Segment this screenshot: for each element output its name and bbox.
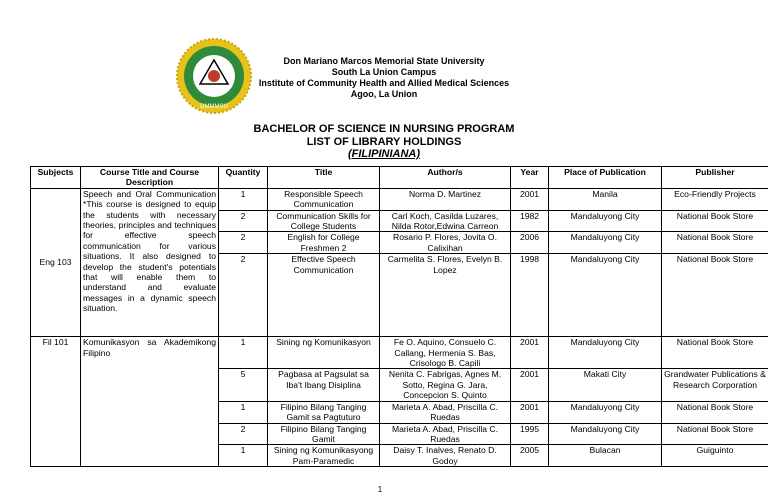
publisher-cell: National Book Store bbox=[662, 210, 768, 232]
place-cell: Makati City bbox=[549, 369, 662, 401]
col-subjects: Subjects bbox=[31, 167, 81, 189]
year-cell: 2001 bbox=[511, 188, 549, 210]
quantity-cell: 1 bbox=[219, 445, 268, 467]
publisher-cell: National Book Store bbox=[662, 337, 768, 369]
authors-cell: Norma D. Martinez bbox=[380, 188, 511, 210]
page-number: 1 bbox=[377, 485, 383, 494]
list-title: LIST OF LIBRARY HOLDINGS bbox=[306, 135, 462, 148]
col-course: Course Title and Course Description bbox=[81, 167, 219, 189]
quantity-cell: 2 bbox=[219, 232, 268, 254]
title-cell: English for College Freshmen 2 bbox=[268, 232, 380, 254]
year-cell: 2006 bbox=[511, 232, 549, 254]
quantity-cell: 2 bbox=[219, 423, 268, 445]
place-cell: Mandaluyong City bbox=[549, 254, 662, 337]
quantity-cell: 1 bbox=[219, 401, 268, 423]
place-cell: Mandaluyong City bbox=[549, 210, 662, 232]
publisher-cell: Grandwater Publications & Research Corporation bbox=[662, 369, 768, 401]
authors-cell: Rosario P. Flores, Jovita O. Calixihan bbox=[380, 232, 511, 254]
place-cell: Mandaluyong City bbox=[549, 337, 662, 369]
col-authors: Author/s bbox=[380, 167, 511, 189]
table-header-row bbox=[31, 167, 768, 189]
publisher-cell: National Book Store bbox=[662, 423, 768, 445]
title-cell: Sining ng Komunikasyon bbox=[268, 337, 380, 369]
course-cell: Komunikasyon sa Akademikong Filipino bbox=[81, 337, 219, 467]
university-name: Don Mariano Marcos Memorial State University bbox=[283, 56, 485, 66]
authors-cell: Marieta A. Abad, Priscilla C. Ruedas bbox=[380, 423, 511, 445]
year-cell: 1982 bbox=[511, 210, 549, 232]
publisher-cell: Guiguinto bbox=[662, 445, 768, 467]
institute-name: Institute of Community Health and Allied Medical Sciences bbox=[258, 78, 510, 88]
authors-cell: Nenita C. Fabrigas, Agnes M. Sotto, Regina G. Jara, Concepcion S. Quinto bbox=[380, 369, 511, 401]
title-cell: Pagbasa at Pagsulat sa Iba't Ibang Disiplina bbox=[268, 369, 380, 401]
authors-cell: Marieta A. Abad, Priscilla C. Ruedas bbox=[380, 401, 511, 423]
place-cell: Mandaluyong City bbox=[549, 401, 662, 423]
authors-cell: Fe O. Aquino, Consuelo C. Callang, Hermenia S. Bas, Crisologo B. Capili bbox=[380, 337, 511, 369]
year-cell: 2001 bbox=[511, 401, 549, 423]
year-cell: 1995 bbox=[511, 423, 549, 445]
program-name: BACHELOR OF SCIENCE IN NURSING PROGRAM bbox=[253, 123, 515, 135]
year-cell: 2001 bbox=[511, 369, 549, 401]
authors-cell: Carl Koch, Casilda Luzares, Nilda Rotor,Edwina Carreon bbox=[380, 210, 511, 232]
quantity-cell: 2 bbox=[219, 210, 268, 232]
col-quantity: Quantity bbox=[219, 167, 268, 189]
col-publisher: Publisher bbox=[662, 167, 768, 189]
table-row bbox=[31, 337, 768, 369]
quantity-cell: 2 bbox=[219, 254, 268, 337]
place-cell: Bulacan bbox=[549, 445, 662, 467]
year-cell: 1998 bbox=[511, 254, 549, 337]
title-cell: Responsible Speech Communication bbox=[268, 188, 380, 210]
place-cell: Mandaluyong City bbox=[549, 232, 662, 254]
publisher-cell: National Book Store bbox=[662, 254, 768, 337]
campus-name: South La Union Campus bbox=[331, 67, 437, 77]
authors-cell: Carmelita S. Flores, Evelyn B. Lopez bbox=[380, 254, 511, 337]
title-cell: Sining ng Komunikasyong Pam-Paramedic bbox=[268, 445, 380, 467]
publisher-cell: Eco-Friendly Projects bbox=[662, 188, 768, 210]
subject-cell: Eng 103 bbox=[31, 188, 81, 336]
publisher-cell: National Book Store bbox=[662, 232, 768, 254]
quantity-cell: 1 bbox=[219, 337, 268, 369]
location: Agoo, La Union bbox=[350, 89, 418, 99]
subject-cell: Fil 101 bbox=[31, 337, 81, 467]
seal-center bbox=[208, 70, 220, 82]
quantity-cell: 5 bbox=[219, 369, 268, 401]
col-place: Place of Publication bbox=[549, 167, 662, 189]
course-cell: Speech and Oral Communication *This course is designed to equip the students with necessary theories, principles and techniques for effective speech communication for various situations. It also designed to develop the student's potentials that will enable them to understand and evaluate messages in a dynamic speech situation. bbox=[81, 188, 219, 336]
place-cell: Mandaluyong City bbox=[549, 423, 662, 445]
title-cell: Filipino Bilang Tanging Gamit bbox=[268, 423, 380, 445]
publisher-cell: National Book Store bbox=[662, 401, 768, 423]
place-cell: Manila bbox=[549, 188, 662, 210]
holdings-table bbox=[30, 166, 768, 467]
quantity-cell: 1 bbox=[219, 188, 268, 210]
table-row bbox=[31, 188, 768, 210]
institution-header bbox=[250, 56, 518, 100]
col-year: Year bbox=[511, 167, 549, 189]
title-cell: Effective Speech Communication bbox=[268, 254, 380, 337]
year-cell: 2005 bbox=[511, 445, 549, 467]
authors-cell: Daisy T. Inalves, Renato D. Godoy bbox=[380, 445, 511, 467]
year-cell: 2001 bbox=[511, 337, 549, 369]
seal-text: DMMMSU bbox=[200, 104, 228, 110]
title-cell: Filipino Bilang Tanging Gamit sa Pagtuturo bbox=[268, 401, 380, 423]
collection-label: (FILIPINIANA) bbox=[347, 148, 421, 160]
title-cell: Communication Skills for College Students bbox=[268, 210, 380, 232]
university-seal bbox=[176, 38, 252, 114]
col-title: Title bbox=[268, 167, 380, 189]
program-title bbox=[250, 123, 518, 161]
